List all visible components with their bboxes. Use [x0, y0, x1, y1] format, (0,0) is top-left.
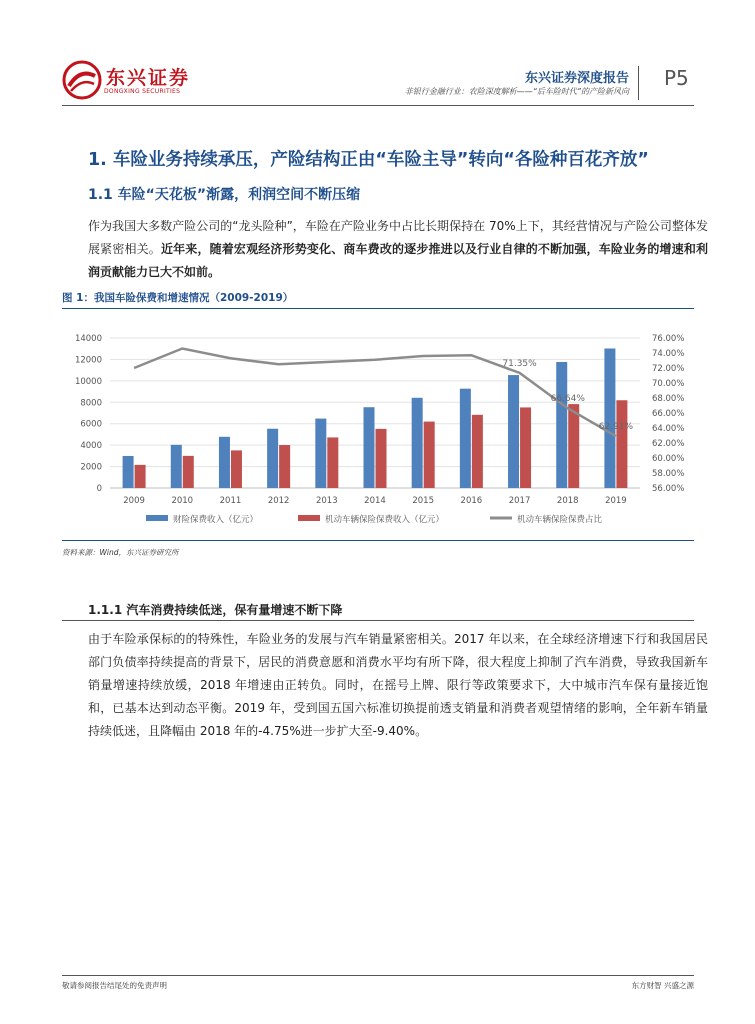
y-left-tick-label: 4000	[80, 441, 102, 452]
figure-bottom-rule	[62, 540, 694, 541]
legend-label: 机动车辆保险保费收入（亿元）	[325, 515, 445, 525]
x-tick-label: 2016	[460, 496, 483, 506]
x-tick-label: 2009	[123, 496, 145, 506]
header-rule	[62, 105, 694, 106]
line-motor-share	[134, 349, 616, 437]
y-left-tick-label: 8000	[80, 398, 102, 409]
report-title: 东兴证券深度报告	[524, 71, 629, 86]
section-heading: 1. 车险业务持续承压，产险结构正由“车险主导”转向“各险种百花齐放”	[88, 150, 649, 170]
bar-motor-premium	[616, 400, 627, 488]
header-divider	[638, 66, 639, 100]
data-label: 66.64%	[550, 394, 585, 405]
subsection-heading: 1.1 车险“天花板”渐露，利润空间不断压缩	[88, 187, 361, 203]
x-tick-label: 2010	[171, 496, 194, 506]
y-right-tick-label: 70.00%	[652, 379, 685, 389]
x-tick-label: 2015	[412, 496, 435, 506]
y-left-tick-label: 0	[96, 484, 102, 494]
bar-motor-premium	[376, 429, 387, 488]
y-right-tick-label: 74.00%	[652, 349, 685, 359]
bar-motor-premium	[183, 456, 194, 488]
bar-property-premium	[315, 419, 326, 488]
figure-source: 资料来源：Wind，东兴证券研究所	[62, 548, 179, 557]
x-tick-label: 2019	[605, 496, 627, 506]
bar-property-premium	[123, 456, 134, 488]
x-tick-label: 2018	[556, 496, 579, 506]
legend-swatch	[298, 515, 320, 521]
bar-property-premium	[171, 445, 182, 488]
legend-label: 财险保费收入（亿元）	[173, 515, 259, 525]
premium-chart	[62, 312, 694, 538]
data-label: 62.91%	[598, 422, 634, 433]
x-tick-label: 2013	[315, 496, 338, 506]
y-right-tick-label: 76.00%	[652, 334, 685, 344]
intro-paragraph	[88, 215, 708, 284]
y-right-tick-label: 60.00%	[652, 454, 685, 464]
y-left-tick-label: 12000	[74, 355, 102, 366]
figure-title: 图 1：我国车险保费和增速情况（2009-2019）	[62, 292, 294, 304]
subsubsection-rule	[62, 620, 694, 621]
y-right-tick-label: 64.00%	[652, 424, 685, 434]
y-right-tick-label: 66.00%	[652, 409, 685, 419]
bar-property-premium	[412, 398, 423, 488]
bar-property-premium	[267, 429, 278, 488]
y-left-tick-label: 6000	[80, 419, 102, 430]
bar-motor-premium	[520, 407, 531, 488]
footer-disclaimer: 敬请参阅报告结尾处的免责声明	[62, 981, 167, 990]
footer-rule	[62, 975, 694, 976]
y-left-tick-label: 14000	[74, 334, 102, 344]
bar-motor-premium	[135, 465, 146, 488]
legend-label: 机动车辆保险保费占比	[517, 515, 603, 525]
footer-slogan: 东方财智 兴盛之源	[631, 981, 694, 990]
body-paragraph: 由于车险承保标的的特殊性，车险业务的发展与汽车销量紧密相关。2017 年以来，在全球经济增速下行和我国居民部门负债率持续提高的背景下，居民的消费意愿和消费水平均有所下降，很大程度上抑制了汽车消费，导致我国新车销量增速持续放缓，2018 年增速由正转负。同时，在摇号上牌、限行等政策要求下，大中城市汽车保有量接近饱和，已基本达到动态平衡。2019 年，受到国五国六标准切换提前透支销量和消费者观望情绪的影响，全年新车销量持续低迷，且降幅由 2018 年的-4.75%进一步扩大至-9.40%。	[88, 632, 708, 738]
x-tick-label: 2011	[219, 496, 242, 506]
intro-paragraph-text: 作为我国大多数产险公司的“龙头险种”，车险在产险业务中占比长期保持在 70%上下，其经营情况与产险公司整体发展紧密相关。	[88, 219, 708, 256]
y-right-tick-label: 72.00%	[652, 364, 685, 374]
y-right-tick-label: 62.00%	[652, 439, 685, 449]
bar-property-premium	[508, 375, 519, 488]
dongxing-logo-icon	[62, 60, 102, 100]
y-right-tick-label: 58.00%	[652, 469, 685, 479]
intro-paragraph-bold: 近年来，随着宏观经济形势变化、商车费改的逐步推进以及行业自律的不断加强，车险业务的增速和利润贡献能力已大不如前。	[88, 242, 708, 279]
data-label: 71.35%	[502, 358, 537, 369]
figure-top-rule	[62, 308, 694, 309]
subsubsection-heading: 1.1.1 汽车消费持续低迷，保有量增速不断下降	[88, 603, 343, 617]
logo-chinese-name: 东兴证券	[106, 67, 191, 89]
x-tick-label: 2014	[364, 496, 386, 506]
bar-property-premium	[219, 437, 230, 488]
bar-motor-premium	[327, 437, 338, 488]
bar-motor-premium	[231, 450, 242, 488]
bar-motor-premium	[472, 415, 483, 488]
bar-motor-premium	[568, 404, 579, 488]
bar-property-premium	[364, 407, 375, 488]
y-left-tick-label: 10000	[74, 376, 102, 387]
bar-motor-premium	[424, 422, 435, 488]
x-tick-label: 2012	[267, 496, 290, 506]
legend-swatch	[146, 515, 168, 521]
bar-property-premium	[460, 389, 471, 488]
bar-property-premium	[604, 349, 615, 489]
y-right-tick-label: 68.00%	[652, 394, 685, 404]
x-tick-label: 2017	[508, 496, 531, 506]
y-left-tick-label: 2000	[80, 462, 102, 473]
page-number: P5	[664, 66, 689, 90]
report-subtitle: 非银行金融行业：农险深度解析——“后车险时代”的产险新风向	[404, 87, 629, 96]
y-right-tick-label: 56.00%	[652, 484, 685, 494]
logo-english-name: DONGXING SECURITIES	[104, 88, 181, 95]
bar-property-premium	[556, 362, 567, 488]
bar-motor-premium	[279, 445, 290, 488]
